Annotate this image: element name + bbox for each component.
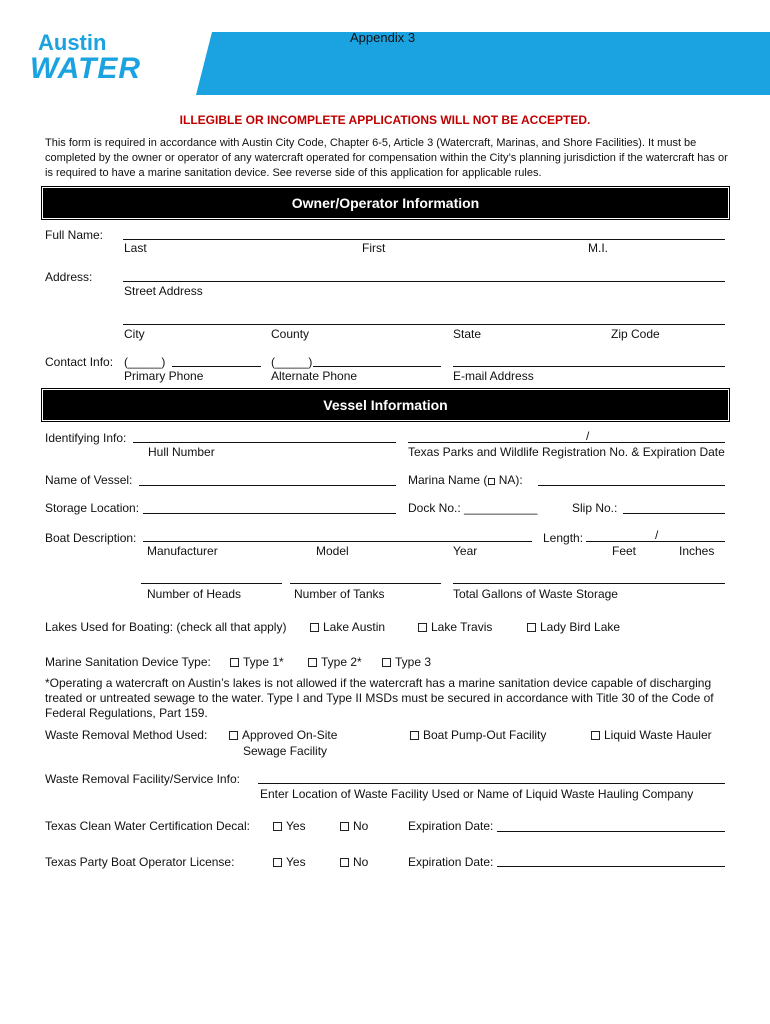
gallons-caption: Total Gallons of Waste Storage <box>453 587 618 601</box>
length-slash: / <box>655 528 659 542</box>
liquid-hauler-checkbox[interactable] <box>591 731 600 740</box>
last-caption: Last <box>124 241 147 255</box>
decal-no-option[interactable]: No <box>340 819 368 833</box>
appendix-label: Appendix 3 <box>350 30 416 45</box>
boat-description-field[interactable] <box>143 541 532 542</box>
waste-method-label: Waste Removal Method Used: <box>45 728 208 742</box>
lake-travis-checkbox[interactable] <box>418 623 427 632</box>
msd-type-label: Marine Sanitation Device Type: <box>45 655 211 669</box>
license-label: Texas Party Boat Operator License: <box>45 855 235 869</box>
feet-caption: Feet <box>612 544 637 558</box>
facility-hint: Enter Location of Waste Facility Used or Name of Liquid Waste Hauling Company <box>260 787 694 801</box>
manufacturer-caption: Manufacturer <box>147 544 218 558</box>
gallons-field[interactable] <box>453 583 725 584</box>
alternate-phone-prefix: (_____) <box>271 355 313 369</box>
owner-section-header: Owner/Operator Information <box>43 188 728 218</box>
license-yes-checkbox[interactable] <box>273 858 282 867</box>
alternate-phone-caption: Alternate Phone <box>271 369 358 383</box>
boat-description-label: Boat Description: <box>45 531 137 545</box>
msd-note: *Operating a watercraft on Austin’s lakes is not allowed if the watercraft has a marine sanitation device capable of discharging treated or untreated sewage to the water. Type I and Type II MSDs must be secured in accordance with Title 30 of the Code of Federal Regulations, Part 159. <box>45 676 714 720</box>
license-expiration-label: Expiration Date: <box>408 855 494 869</box>
full-name-field[interactable] <box>123 239 725 240</box>
inches-caption: Inches <box>679 544 715 558</box>
hull-number-field[interactable] <box>133 442 396 443</box>
marina-name-label: Marina Name ( NA): <box>408 473 523 487</box>
vessel-name-field[interactable] <box>139 485 396 486</box>
lake-travis-option[interactable]: Lake Travis <box>418 620 492 634</box>
mi-caption: M.I. <box>588 241 608 255</box>
primary-phone-prefix: (_____) <box>124 355 166 369</box>
lady-bird-option[interactable]: Lady Bird Lake <box>527 620 620 634</box>
logo-austin: Austin <box>38 30 107 55</box>
type2-option[interactable]: Type 2* <box>308 655 362 669</box>
primary-phone-field[interactable] <box>172 366 261 367</box>
registration-slash: / <box>586 429 590 443</box>
lakes-label: Lakes Used for Boating: (check all that apply) <box>45 620 287 634</box>
vessel-section-header: Vessel Information <box>43 390 728 420</box>
warning-text: ILLEGIBLE OR INCOMPLETE APPLICATIONS WILL NOT BE ACCEPTED. <box>179 113 591 127</box>
city-caption: City <box>124 327 145 341</box>
decal-no-checkbox[interactable] <box>340 822 349 831</box>
alternate-phone-field[interactable] <box>313 366 441 367</box>
lady-bird-checkbox[interactable] <box>527 623 536 632</box>
full-name-label: Full Name: <box>45 228 104 242</box>
marina-name-field[interactable] <box>538 485 725 486</box>
facility-field[interactable] <box>258 783 725 784</box>
type1-checkbox[interactable] <box>230 658 239 667</box>
type2-checkbox[interactable] <box>308 658 317 667</box>
slip-number-label: Slip No.: <box>572 501 618 515</box>
year-caption: Year <box>453 544 478 558</box>
email-caption: E-mail Address <box>453 369 534 383</box>
decal-label: Texas Clean Water Certification Decal: <box>45 819 250 833</box>
facility-label: Waste Removal Facility/Service Info: <box>45 772 240 786</box>
tanks-caption: Number of Tanks <box>294 587 385 601</box>
contact-label: Contact Info: <box>45 355 114 369</box>
decal-yes-option[interactable]: Yes <box>273 819 306 833</box>
state-caption: State <box>453 327 482 341</box>
pumpout-checkbox[interactable] <box>410 731 419 740</box>
city-state-field[interactable] <box>123 324 725 325</box>
approved-onsite-option[interactable]: Approved On-Site <box>229 728 337 742</box>
model-caption: Model <box>316 544 349 558</box>
vessel-name-label: Name of Vessel: <box>45 473 133 487</box>
street-caption: Street Address <box>124 284 203 298</box>
approved-onsite-line2: Sewage Facility <box>243 744 328 758</box>
decal-expiration-field[interactable] <box>497 831 725 832</box>
pumpout-option[interactable]: Boat Pump-Out Facility <box>410 728 546 742</box>
street-address-field[interactable] <box>123 281 725 282</box>
county-caption: County <box>271 327 310 341</box>
length-label: Length: <box>543 531 584 545</box>
tanks-field[interactable] <box>290 583 441 584</box>
blue-banner-shape <box>196 32 770 95</box>
email-field[interactable] <box>453 366 725 367</box>
tpwd-caption: Texas Parks and Wildlife Registration No. & Expiration Date <box>408 445 725 459</box>
decal-yes-checkbox[interactable] <box>273 822 282 831</box>
type3-checkbox[interactable] <box>382 658 391 667</box>
type3-option[interactable]: Type 3 <box>382 655 431 669</box>
primary-phone-caption: Primary Phone <box>124 369 204 383</box>
zip-caption: Zip Code <box>611 327 660 341</box>
logo-water: WATER <box>30 52 142 85</box>
heads-field[interactable] <box>141 583 282 584</box>
hull-caption: Hull Number <box>148 445 215 459</box>
identifying-label: Identifying Info: <box>45 431 127 445</box>
license-expiration-field[interactable] <box>497 866 725 867</box>
approved-onsite-checkbox[interactable] <box>229 731 238 740</box>
decal-expiration-label: Expiration Date: <box>408 819 494 833</box>
slip-number-field[interactable] <box>623 513 725 514</box>
storage-location-field[interactable] <box>143 513 396 514</box>
address-label: Address: <box>45 270 93 284</box>
license-yes-option[interactable]: Yes <box>273 855 306 869</box>
intro-text: This form is required in accordance with Austin City Code, Chapter 6-5, Article 3 (Watercraft, Marinas, and Shore Facilities). It must be completed by the owner or operator of any watercraft operated for compensation within the City’s planning jurisdiction if the watercraft has or is required to have a marine sanitation device. See reverse side of this application for applicable rules. <box>45 137 728 179</box>
heads-caption: Number of Heads <box>147 587 242 601</box>
storage-location-label: Storage Location: <box>45 501 140 515</box>
tpwd-registration-field[interactable] <box>408 442 725 443</box>
license-no-checkbox[interactable] <box>340 858 349 867</box>
first-caption: First <box>362 241 386 255</box>
lake-austin-option[interactable]: Lake Austin <box>310 620 385 634</box>
lake-austin-checkbox[interactable] <box>310 623 319 632</box>
type1-option[interactable]: Type 1* <box>230 655 284 669</box>
dock-number-label: Dock No.: ___________ <box>408 501 538 515</box>
license-no-option[interactable]: No <box>340 855 368 869</box>
liquid-hauler-option[interactable]: Liquid Waste Hauler <box>591 728 712 742</box>
